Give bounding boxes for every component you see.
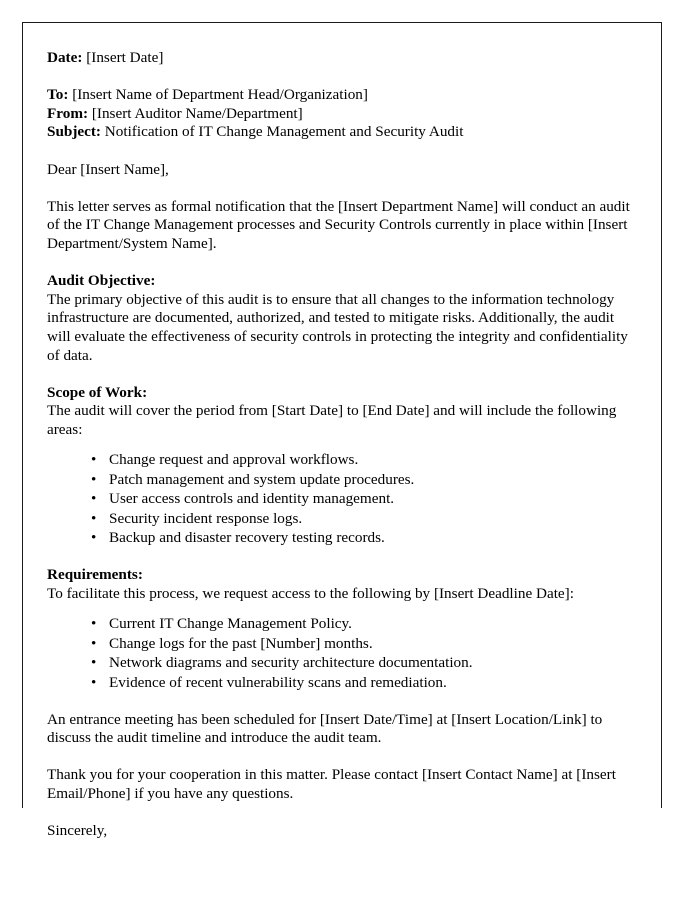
list-item: • Network diagrams and security architecture documentation. [91,653,631,672]
scope-of-work-body: The audit will cover the period from [Start Date] to [End Date] and will include the following areas: [47,402,617,438]
audit-objective-heading: Audit Objective: [47,272,156,290]
closing-paragraph: Thank you for your cooperation in this matter. Please contact [Insert Contact Name] at [Insert Email/Phone] if you have any questions. [47,766,616,802]
list-item: • Backup and disaster recovery testing records. [91,528,631,547]
scope-of-work-heading: Scope of Work: [47,383,148,401]
letter-page [22,22,662,840]
spacer [47,692,631,711]
intro-paragraph: This letter serves as formal notification that the [Insert Department Name] will conduct an audit of the IT Change Management processes and Security Controls currently in place within [Insert Department/System Name]. [47,197,630,252]
letter-content [23,23,661,841]
to-line [47,86,631,105]
spacer [47,68,631,87]
to-value: [Insert Name of Department Head/Organization] [72,86,368,104]
list-item: • Security incident response logs. [91,509,631,528]
list-item: • User access controls and identity management. [91,489,631,508]
list-item: • Current IT Change Management Policy. [91,614,631,633]
spacer [47,548,631,567]
subject-label: Subject: [47,123,101,141]
date-line [47,49,631,68]
scope-of-work-list-wrapper [47,450,631,547]
to-label: To: [47,86,69,104]
requirements-body: To facilitate this process, we request access to the following by [Insert Deadline Date]: [47,584,574,602]
from-label: From: [47,104,89,122]
scope-of-work-list [47,450,631,547]
spacer [47,179,631,198]
list-item: • Change logs for the past [Number] months. [91,634,631,653]
requirements-heading: Requirements: [47,566,143,584]
subject-line [47,123,631,142]
meeting-paragraph: An entrance meeting has been scheduled for [Insert Date/Time] at [Insert Location/Link] to discuss the audit timeline and introduce the audit team. [47,710,603,747]
audit-objective-body: The primary objective of this audit is to ensure that all changes to the information technology infrastructure are documented, authorized, and tested to mitigate risks. Additionally, the audit will evaluate the effectiveness of security controls in protecting the integrity and confidentiality of data. [47,290,628,364]
spacer [47,254,631,273]
list-item: • Evidence of recent vulnerability scans and remediation. [91,673,631,692]
requirements-list-wrapper [47,614,631,692]
letter-header-block [47,86,631,142]
date-label: Date: [47,49,83,66]
requirements-list [47,614,631,692]
subject-value: Notification of IT Change Management and Security Audit [104,123,464,141]
salutation: Dear [Insert Name], [47,160,169,178]
spacer [47,365,631,384]
spacer [47,142,631,161]
spacer [47,803,631,822]
spacer [47,748,631,767]
from-value: [Insert Auditor Name/Department] [91,104,303,122]
from-line [47,105,631,124]
list-item: • Patch management and system update procedures. [91,470,631,489]
list-item: • Change request and approval workflows. [91,450,631,469]
signoff: Sincerely, [47,822,108,840]
date-value: [Insert Date] [86,49,164,66]
